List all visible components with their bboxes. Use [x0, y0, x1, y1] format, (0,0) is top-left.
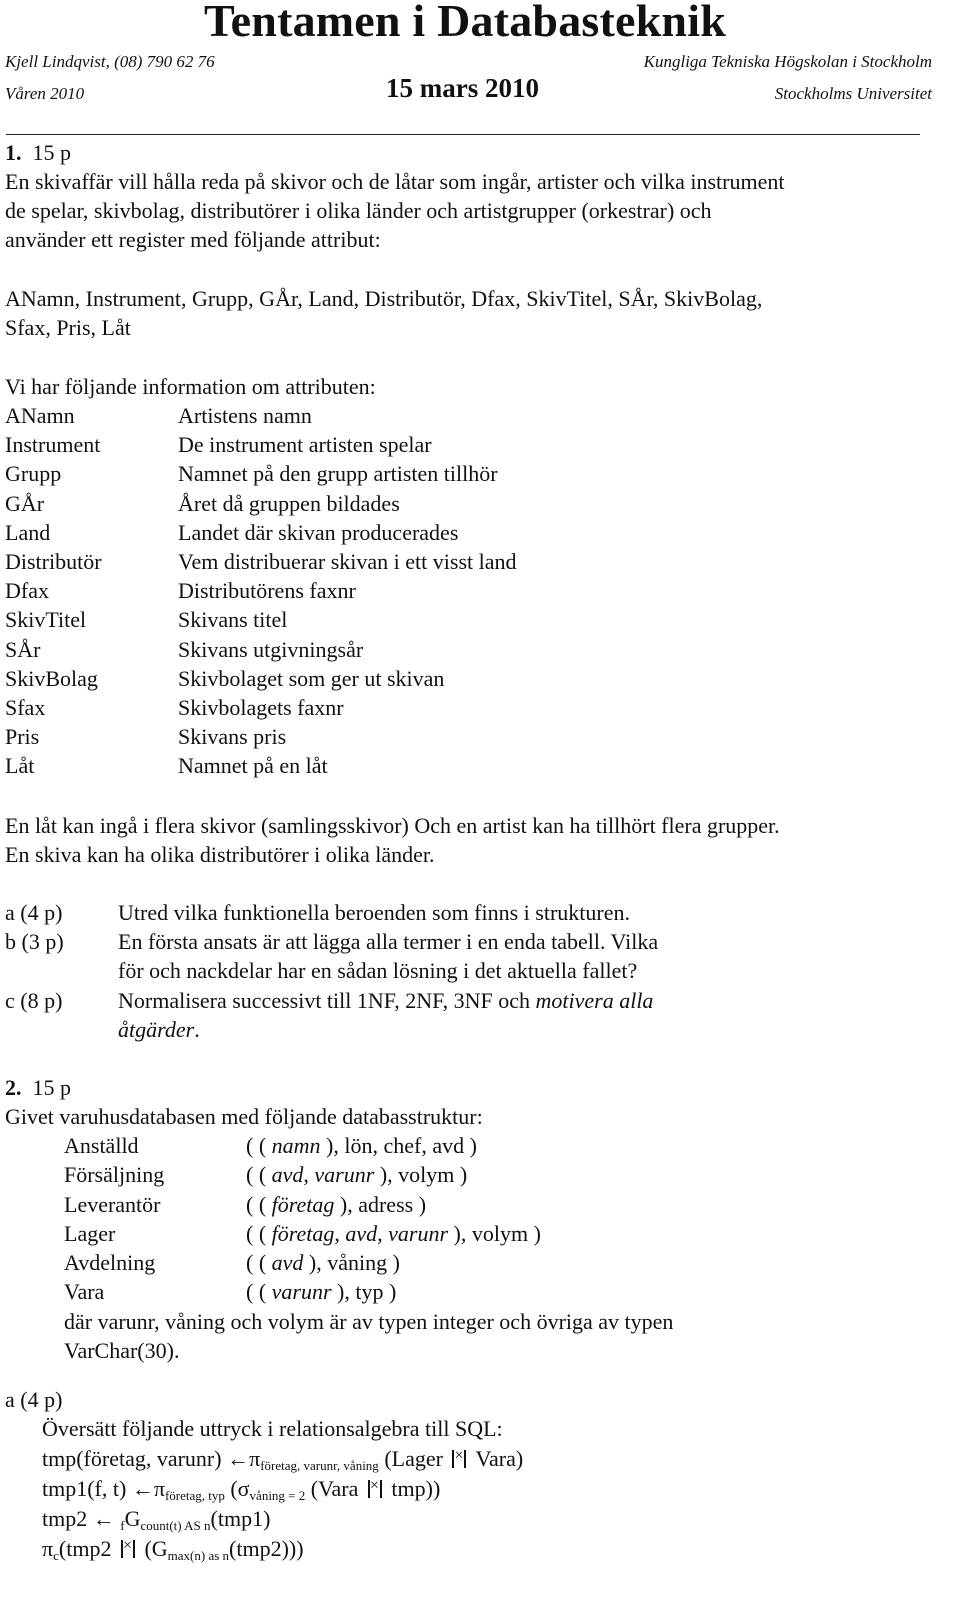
q2a-text: Översätt följande uttryck i relationsalgebra till SQL: — [42, 1416, 503, 1441]
q1-attribute-list: ANamn, Instrument, Grupp, GÅr, Land, Distributör, Dfax, SkivTitel, SÅr, SkivBolag, — [5, 286, 763, 311]
attribute-name: Land — [5, 520, 51, 545]
table-definition: ( ( företag, avd, varunr ), volym ) — [246, 1221, 541, 1246]
q2-heading — [5, 1075, 71, 1101]
q1-heading — [5, 140, 71, 166]
exam-date: 15 mars 2010 — [386, 73, 539, 103]
table-name: Försäljning — [64, 1162, 165, 1187]
q2-intro: Givet varuhusdatabasen med följande databasstruktur: — [5, 1104, 483, 1129]
table-name: Lager — [64, 1221, 116, 1246]
attribute-description: Artistens namn — [178, 403, 312, 428]
attribute-description: Året då gruppen bildades — [178, 491, 400, 516]
header-divider — [6, 134, 920, 135]
q1-attribute-list: Sfax, Pris, Låt — [5, 315, 131, 340]
q2-number: 2. — [5, 1075, 22, 1100]
attribute-name: SÅr — [5, 637, 41, 662]
type-note: VarChar(30). — [64, 1338, 180, 1363]
table-definition: ( ( företag ), adress ) — [246, 1192, 427, 1217]
school-kth: Kungliga Tekniska Högskolan i Stockholm — [643, 52, 932, 71]
q1-info-intro: Vi har följande information om attributen: — [5, 374, 376, 399]
attribute-description: Namnet på en låt — [178, 753, 328, 778]
attribute-name: Dfax — [5, 578, 49, 603]
attribute-description: Landet där skivan producerades — [178, 520, 459, 545]
algebra-expression-3: tmp2 ← $_fG_{count(t) AS n}(tmp1)$ — [42, 1506, 271, 1533]
natural-join-icon: × — [366, 1480, 384, 1498]
attribute-name: Instrument — [5, 432, 101, 457]
q1c-text-italic: åtgärder — [118, 1017, 195, 1042]
q1c-text — [118, 988, 653, 1014]
attribute-description: De instrument artisten spelar — [178, 432, 432, 457]
table-definition: ( ( avd ), våning ) — [246, 1250, 400, 1275]
q1-points: 15 p — [32, 140, 71, 165]
assign-arrow: ← — [131, 1476, 154, 1501]
attribute-description: Skivbolagets faxnr — [178, 695, 344, 720]
attribute-name: Grupp — [5, 461, 62, 486]
attribute-name: SkivBolag — [5, 666, 98, 691]
algebra-expression-2: tmp1(f, t) $\leftarrow\pi_{företag, typ}$ ($\sigma_{våning = 2}$ (Vara × tmp)) — [42, 1476, 441, 1503]
attribute-description: Skivans utgivningsår — [178, 637, 364, 662]
algebra-expression-1: tmp(företag, varunr) $\leftarrow\pi_{företag, varunr, våning}$ (Lager × Vara) — [42, 1446, 524, 1473]
attribute-description: Skivbolaget som ger ut skivan — [178, 666, 445, 691]
q1-intro-line: En skivaffär vill hålla reda på skivor och de låtar som ingår, artister och vilka instrument — [5, 169, 785, 194]
school-su: Stockholms Universitet — [774, 84, 932, 103]
q1-note: En skiva kan ha olika distributörer i olika länder. — [5, 842, 435, 867]
table-definition: ( ( varunr ), typ ) — [246, 1279, 397, 1304]
q1b-label: b (3 p) — [5, 929, 64, 954]
q1-intro-line: de spelar, skivbolag, distributörer i olika länder och artistgrupper (orkestrar) och — [5, 198, 712, 223]
attribute-name: SkivTitel — [5, 607, 87, 632]
author-contact: Kjell Lindqvist, (08) 790 62 76 — [5, 52, 215, 71]
attribute-description: Distributörens faxnr — [178, 578, 356, 603]
assign-arrow: ← — [92, 1506, 115, 1531]
table-name: Avdelning — [64, 1250, 156, 1275]
natural-join-icon: × — [119, 1540, 137, 1558]
q1a-label: a (4 p) — [5, 900, 63, 925]
attribute-name: Sfax — [5, 695, 46, 720]
natural-join-icon: × — [450, 1450, 468, 1468]
attribute-description: Skivans titel — [178, 607, 288, 632]
attribute-description: Namnet på den grupp artisten tillhör — [178, 461, 498, 486]
q1c-text-plain: Normalisera successivt till 1NF, 2NF, 3NF och — [118, 988, 536, 1013]
q1-number: 1. — [5, 140, 22, 165]
q1c-text-italic: motivera alla — [535, 988, 654, 1013]
attribute-description: Vem distribuerar skivan i ett visst land — [178, 549, 517, 574]
type-note: där varunr, våning och volym är av typen integer och övriga av typen — [64, 1309, 674, 1334]
q1-intro-line: använder ett register med följande attribut: — [5, 227, 381, 252]
algebra-expression-4: $\pi_c(tmp2$ × $(G_{max(n) as n}(tmp2))$) — [42, 1536, 304, 1563]
table-definition: ( ( namn ), lön, chef, avd ) — [246, 1133, 477, 1158]
attribute-name: Pris — [5, 724, 40, 749]
attribute-name: Låt — [5, 753, 35, 778]
q1b-text: En första ansats är att lägga alla termer i en enda tabell. Vilka — [118, 929, 659, 954]
attribute-name: GÅr — [5, 491, 45, 516]
q1c-text — [118, 1017, 200, 1043]
q1c-label: c (8 p) — [5, 988, 63, 1013]
q1c-text-end: . — [194, 1017, 200, 1042]
q2a-label: a (4 p) — [5, 1387, 63, 1412]
attribute-name: ANamn — [5, 403, 75, 428]
q1a-text: Utred vilka funktionella beroenden som finns i strukturen. — [118, 900, 630, 925]
exam-title: Tentamen i Databasteknik — [204, 0, 726, 46]
term: Våren 2010 — [5, 84, 85, 103]
q2-points: 15 p — [32, 1075, 71, 1100]
attribute-name: Distributör — [5, 549, 102, 574]
table-definition: ( ( avd, varunr ), volym ) — [246, 1162, 468, 1187]
q1b-text: för och nackdelar har en sådan lösning i det aktuella fallet? — [118, 958, 638, 983]
table-name: Leverantör — [64, 1192, 161, 1217]
table-name: Vara — [64, 1279, 105, 1304]
assign-arrow: ← — [227, 1446, 250, 1471]
attribute-description: Skivans pris — [178, 724, 287, 749]
table-name: Anställd — [64, 1133, 139, 1158]
q1-note: En låt kan ingå i flera skivor (samlingsskivor) Och en artist kan ha tillhört flera grupper. — [5, 813, 780, 838]
